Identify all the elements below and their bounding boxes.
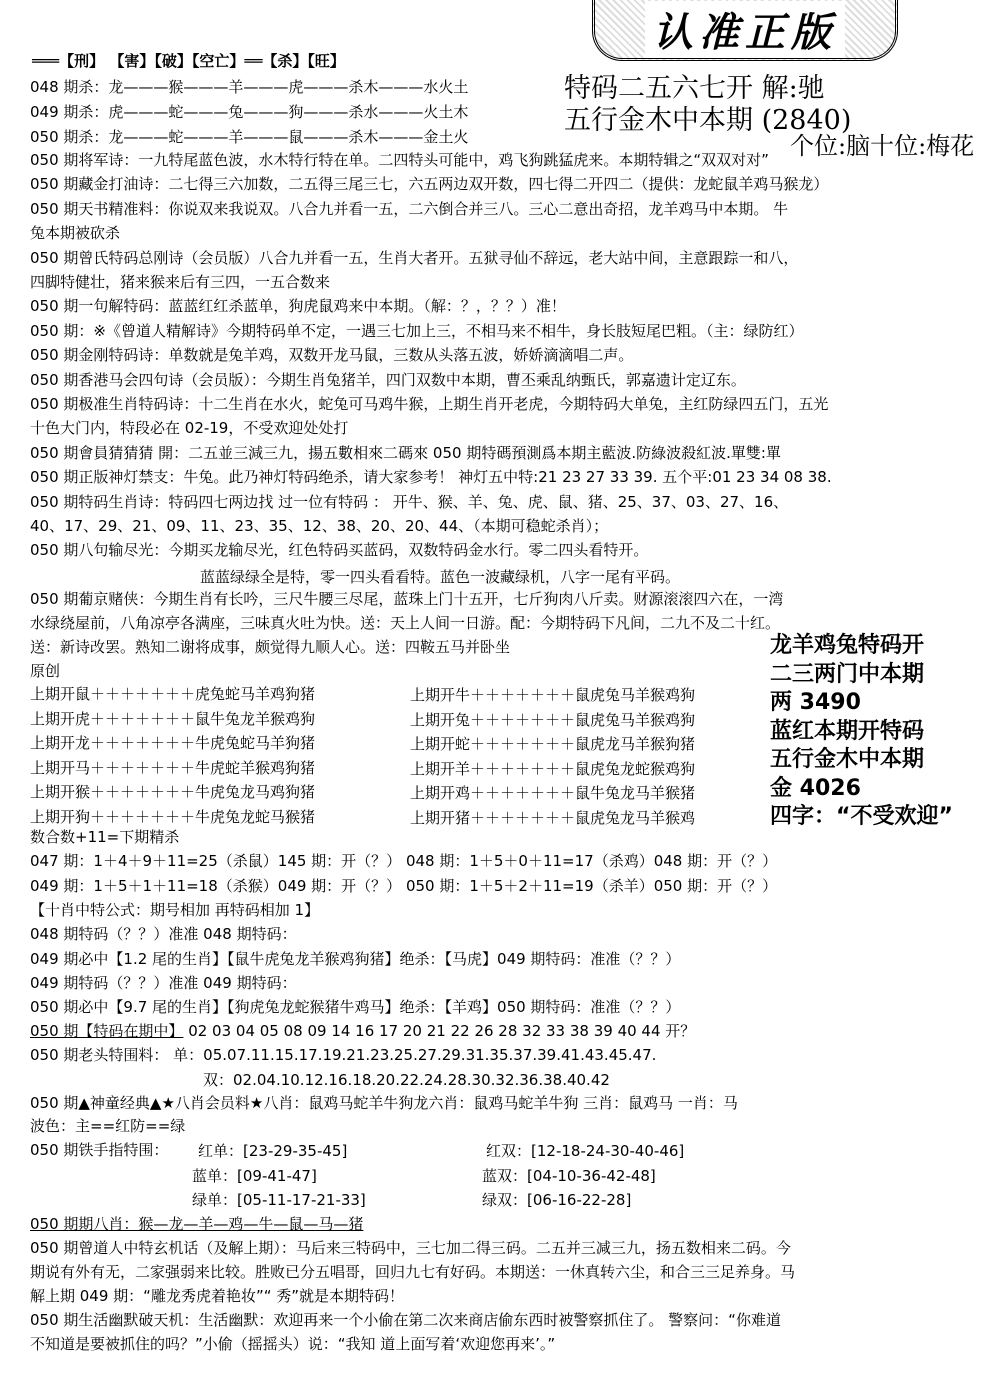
five-element-line: 五行金木中本期 (2840)	[564, 105, 852, 136]
verse-line: 四脚特健壮，猪来猴来后有三四，一五合数来	[30, 273, 331, 291]
zodiac-row: 上期开兔＋＋＋＋＋＋＋鼠虎兔马羊猴鸡狗	[410, 710, 696, 729]
verse-line: 送：新诗改罢。熟知二谢将成事，颇觉得九顺人心。送：四鞍五马并卧坐	[30, 638, 511, 656]
verse-line: 050 期香港马会四句诗（会员版）：今期生肖兔猪羊，四门双数中本期，曹丕乘乱纳甄氏，郭嘉遗计定辽东。	[30, 370, 746, 389]
zodiac-row: 上期开虎＋＋＋＋＋＋＋鼠牛兔龙羊猴鸡狗	[30, 709, 316, 728]
box-line: 金 4026	[770, 775, 861, 801]
indent-line: 蓝蓝绿绿全是特，零一四头看看特。蓝色一波藏绿机，八字一尾有平码。	[200, 568, 681, 586]
formula-line: 047 期：1＋4＋9＋11=25（杀鼠）145 期：开（？） 048 期：1＋5＋0＋11=17（杀鸡）048 期：开（？）	[30, 852, 778, 871]
verse-line: 050 期生活幽默破天机：生活幽默：欢迎再来一个小偷在第二次来商店偷东西时被警察抓住了。 警察问：“你难道	[30, 1311, 781, 1329]
formula-line: 【十肖中特公式：期号相加 再特码相加 1】	[30, 900, 320, 919]
head-double: 双：02.04.10.12.16.18.20.22.24.28.30.32.36.38.40.42	[203, 1071, 610, 1089]
zodiac-row: 上期开猴＋＋＋＋＋＋＋牛虎兔龙马鸡狗猪	[30, 783, 316, 802]
formula-line: 049 期特码（？？）准准 049 期特码：	[30, 973, 297, 992]
iron-blue-single: 蓝单：[09-41-47]	[192, 1167, 317, 1185]
formula-line: 048 期特码（？？）准准 048 期特码：	[30, 925, 297, 944]
zodiac-row: 上期开猪＋＋＋＋＋＋＋鼠虎兔龙马羊猴鸡	[410, 809, 696, 827]
verse-line: 050 期八句输尽光：今期买龙输尽光，红色特码买蓝码，双数特码金水行。零二四头看特开。	[30, 541, 649, 560]
in-period-line	[30, 1021, 695, 1042]
iron-red-single: 红单：[23-29-35-45]	[198, 1142, 348, 1160]
classic-line: 050 期▲神童经典▲★八肖会员料★八肖：鼠鸡马蛇羊牛狗龙六肖：鼠鸡马蛇羊牛狗 三肖：鼠鸡马 一肖：马	[30, 1094, 738, 1112]
box-line: 两 3490	[770, 690, 861, 715]
box-line: 龙羊鸡兔特码开	[770, 633, 925, 658]
verse-line: 050 期极准生肖特码诗：十二生肖在水火，蛇兔可马鸡牛猴，上期生肖开老虎，今期特码大单兔，主红防绿四五门，五光	[30, 395, 829, 413]
verse-line: 不知道是要被抓住的吗？”小偷（摇摇头）说：“我知 道上面写着‘欢迎您再来’。”	[30, 1335, 556, 1353]
zodiac-row: 上期开蛇＋＋＋＋＋＋＋鼠虎龙马羊猴狗猪	[410, 735, 696, 754]
box-line: 蓝红本期开特码	[770, 718, 925, 744]
verse-line: 050 期曾道人中特玄机话（及解上期）：马后来三特码中，三七加二得三码。二五并三减三九，扬五数相来二码。今	[30, 1239, 791, 1257]
box-line: 二三两门中本期	[770, 661, 925, 687]
eight-zodiac: 050 期期八肖：猴—龙—羊—鸡—牛—鼠—马—猪	[30, 1215, 364, 1233]
verse-line: 40、17、29、21、09、11、23、35、12、38、20、20、44、（本期可稳蛇杀肖）；	[30, 517, 609, 535]
verse-line: 050 期金刚特码诗：单数就是兔羊鸡，双数开龙马鼠，三数从头落五波，娇娇滴滴唱二声。	[30, 346, 634, 365]
kill-row: 048 期杀：龙———猴———羊———虎———杀木———水火土	[30, 78, 469, 96]
iron-blue-double: 蓝双：[04-10-36-42-48]	[482, 1167, 656, 1185]
iron-red-double: 红双：[12-18-24-30-40-46]	[486, 1142, 685, 1160]
verse-line: 期说有外有无，二家强弱来比较。胜败已分五唱哥，回归九七有好码。本期送：一休真转六尘，和合三三足养身。马	[30, 1263, 796, 1281]
formula-line: 050 期必中【9.7 尾的生肖】【狗虎兔龙蛇猴猪牛鸡马】绝杀：【羊鸡】050 期特码：准准（？？）	[30, 998, 681, 1017]
zodiac-row: 上期开狗＋＋＋＋＋＋＋牛虎兔龙蛇马猴猪	[30, 808, 316, 826]
verse-line: 原创	[30, 662, 61, 680]
digit-hint: 个位:脑十位:梅花	[790, 132, 975, 160]
kill-row: 050 期杀：龙———蛇———羊———鼠———杀木———金土火	[30, 128, 469, 146]
iron-label: 050 期铁手指特围：	[30, 1141, 169, 1159]
verse-line: 十色大门内，特段必在 02-19，不受欢迎处处打	[30, 419, 349, 438]
zodiac-row: 上期开鼠＋＋＋＋＋＋＋虎兔蛇马羊鸡狗猪	[30, 685, 316, 703]
box-line: 四字：“不受欢迎”	[770, 804, 953, 829]
formula-line: 数合数+11=下期精杀	[30, 828, 180, 846]
verse-line: 050 期藏金打油诗：二七得三六加数，二五得三尾三七，六五两边双开数，四七得二开四二（提供：龙蛇鼠羊鸡马猴龙）	[30, 175, 829, 194]
verse-line: 050 期天书精准料：你说双来我说双。八合九并看一五，二六倒合并三八。三心二意出奇招，龙羊鸡马中本期。 牛	[30, 199, 789, 218]
zodiac-row: 上期开龙＋＋＋＋＋＋＋牛虎兔蛇马羊狗猪	[30, 734, 316, 753]
in-period-numbers: 02 03 04 05 08 09 14 16 17 20 21 22 26 28 32 33 38 39 40 44 开？	[188, 1022, 696, 1040]
verse-line: 050 期特码生肖诗：特码四七两边找 过一位有特码 ： 开牛、猴、羊、兔、虎、鼠、猪、25、37、03、27、16、	[30, 492, 789, 511]
iron-green-double: 绿双：[06-16-22-28]	[482, 1191, 632, 1209]
formula-line: 049 期：1＋5＋1＋11=18（杀猴）049 期：开（？） 050 期：1＋5＋2＋11=19（杀羊）050 期：开（？）	[30, 876, 778, 895]
wave-line: 波色：主==红防==绿	[30, 1117, 186, 1135]
iron-green-single: 绿单：[05-11-17-21-33]	[192, 1191, 366, 1209]
verse-line: 050 期會員猜猜猜 開：二五並三減三九，揚五數相來二碼來 050 期特碼預測爲本期主藍波.防綠波殺紅波.單雙:單	[30, 443, 781, 462]
zodiac-row: 上期开鸡＋＋＋＋＋＋＋鼠牛兔龙马羊猴猪	[410, 784, 696, 803]
authentic-stamp	[592, 0, 898, 61]
special-code-line: 特码二五六七开 解:驰	[564, 73, 825, 104]
zodiac-row: 上期开牛＋＋＋＋＋＋＋鼠虎兔马羊猴鸡狗	[410, 686, 696, 704]
verse-line: 水绿绕屋前，八角凉亭各满座，三味真火吐为快。送：天上人间一日游。配：今期特码下凡间，二九不及二十红。	[30, 614, 781, 632]
kill-row: 049 期杀：虎———蛇———兔———狗———杀水———火土木	[30, 103, 469, 121]
verse-line: 050 期正版神灯禁支：牛兔。此乃神灯特码绝杀，请大家参考！ 神灯五中特:21 23 27 33 39. 五个平:01 23 34 08 38.	[30, 468, 832, 487]
in-period-label: 050 期【特码在期中】	[30, 1022, 184, 1040]
zodiac-row: 上期开羊＋＋＋＋＋＋＋鼠虎兔龙蛇猴鸡狗	[410, 759, 696, 778]
verse-line: 050 期葡京赌侠：今期生肖有长吟，三尺牛腰三尽尾，蓝珠上门十五开，七斤狗肉八斤卖。财源滚滚四六在，一湾	[30, 590, 784, 608]
box-line: 五行金木中本期	[770, 747, 925, 772]
verse-line: 050 期将军诗：一九特尾蓝色波，水木特行特在单。二四特头可能中，鸡飞狗跳猛虎来。本期特辑之“双双对对”	[30, 151, 769, 169]
head-single: 050 期老头特围料： 单：05.07.11.15.17.19.21.23.25.27.29.31.35.37.39.41.43.45.47.	[30, 1046, 657, 1064]
verse-line: 解上期 049 期：“雕龙秀虎着艳妆”“ 秀”就是本期特码！	[30, 1287, 405, 1305]
verse-line: 050 期一句解特码：蓝蓝红红杀蓝单，狗虎鼠鸡来中本期。（解：？，？？）准！	[30, 297, 566, 316]
kill-header: ═══【刑】 【害】【破】【空亡】══【杀】【旺】	[32, 52, 345, 70]
stamp-text: 认准正版	[645, 1, 845, 58]
verse-line: 050 期：※《曾道人精解诗》今期特码单不定，一遇三七加上三，不相马来不相牛，身长肢短尾巴粗。（主：绿防红）	[30, 321, 804, 340]
formula-line: 049 期必中【1.2 尾的生肖】【鼠牛虎兔龙羊猴鸡狗猪】绝杀：【马虎】049 期特码：准准（？？）	[30, 949, 681, 968]
verse-line: 兔本期被砍杀	[30, 224, 121, 243]
verse-line: 050 期曾氏特码总刚诗（会员版）八合九并看一五，生肖大者开。五狱寻仙不辞远，老大站中间，主意跟踪一和八，	[30, 248, 799, 267]
zodiac-row: 上期开马＋＋＋＋＋＋＋牛虎蛇羊猴鸡狗猪	[30, 758, 316, 777]
